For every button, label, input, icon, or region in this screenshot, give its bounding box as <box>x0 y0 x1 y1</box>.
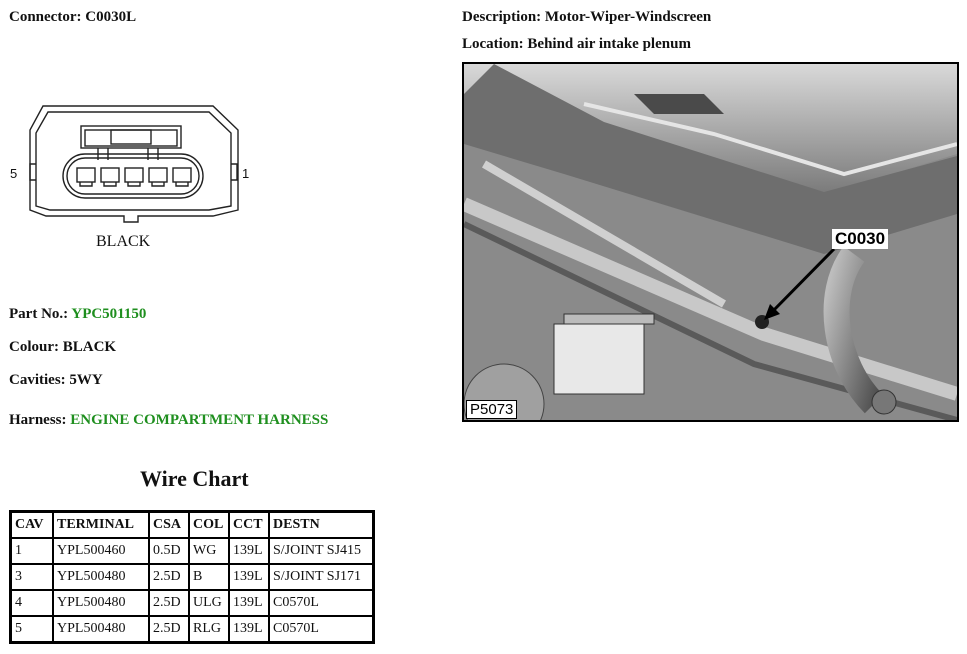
column-header-csa: CSA <box>149 512 189 538</box>
table-row <box>11 538 373 564</box>
diagram-colour-caption: BLACK <box>96 233 151 250</box>
cell-terminal: YPL500480 <box>53 616 149 642</box>
cell-cav: 4 <box>11 590 53 616</box>
cell-cct: 139L <box>229 538 269 564</box>
location-label: Location: <box>462 36 524 52</box>
location-photo <box>462 62 959 422</box>
cell-cav: 1 <box>11 538 53 564</box>
colour-line <box>9 339 116 356</box>
part-number-link[interactable]: YPC501150 <box>71 306 147 322</box>
cell-cct: 139L <box>229 564 269 590</box>
connector-label: Connector: <box>9 9 82 25</box>
description-label: Description: <box>462 9 542 25</box>
cell-csa: 0.5D <box>149 538 189 564</box>
wire-chart-table <box>9 510 375 644</box>
cell-col: ULG <box>189 590 229 616</box>
harness-link[interactable]: ENGINE COMPARTMENT HARNESS <box>70 412 329 428</box>
cell-csa: 2.5D <box>149 590 189 616</box>
cavities-value: 5WY <box>69 372 103 388</box>
connector-housing-outline <box>30 106 238 222</box>
harness-line <box>9 412 328 429</box>
location-line <box>462 36 691 53</box>
connector-value: C0030L <box>85 9 137 25</box>
cell-col: B <box>189 564 229 590</box>
cell-terminal: YPL500480 <box>53 564 149 590</box>
part-number-label: Part No.: <box>9 306 69 322</box>
cell-destn: C0570L <box>269 590 373 616</box>
pin-label-right: 1 <box>242 166 250 181</box>
cell-col: RLG <box>189 616 229 642</box>
cell-terminal: YPL500480 <box>53 590 149 616</box>
description-value: Motor-Wiper-Windscreen <box>544 9 712 25</box>
cell-cct: 139L <box>229 616 269 642</box>
wire-chart-header-row <box>11 512 373 538</box>
cell-csa: 2.5D <box>149 564 189 590</box>
connector-face-diagram <box>8 100 258 260</box>
cell-col: WG <box>189 538 229 564</box>
column-header-destn: DESTN <box>269 512 373 538</box>
column-header-terminal: TERMINAL <box>53 512 149 538</box>
cavities-line <box>9 372 103 389</box>
cavities-label: Cavities: <box>9 372 66 388</box>
cell-cct: 139L <box>229 590 269 616</box>
cell-cav: 3 <box>11 564 53 590</box>
photo-callout-label: C0030 <box>832 229 888 249</box>
pin-label-left: 5 <box>10 166 18 181</box>
cell-destn: C0570L <box>269 616 373 642</box>
column-header-cav: CAV <box>11 512 53 538</box>
table-row <box>11 564 373 590</box>
photo-reference-label: P5073 <box>466 400 517 419</box>
column-header-cct: CCT <box>229 512 269 538</box>
cell-terminal: YPL500460 <box>53 538 149 564</box>
cell-cav: 5 <box>11 616 53 642</box>
column-header-col: COL <box>189 512 229 538</box>
connector-line <box>9 9 136 26</box>
colour-value: BLACK <box>62 339 117 355</box>
wire-chart-title: Wire Chart <box>140 466 249 491</box>
description-line <box>462 9 711 26</box>
colour-label: Colour: <box>9 339 59 355</box>
part-number-line <box>9 306 146 323</box>
harness-label: Harness: <box>9 412 67 428</box>
table-row <box>11 590 373 616</box>
cell-destn: S/JOINT SJ415 <box>269 538 373 564</box>
cell-destn: S/JOINT SJ171 <box>269 564 373 590</box>
table-row <box>11 616 373 642</box>
location-value: Behind air intake plenum <box>527 36 691 52</box>
cell-csa: 2.5D <box>149 616 189 642</box>
